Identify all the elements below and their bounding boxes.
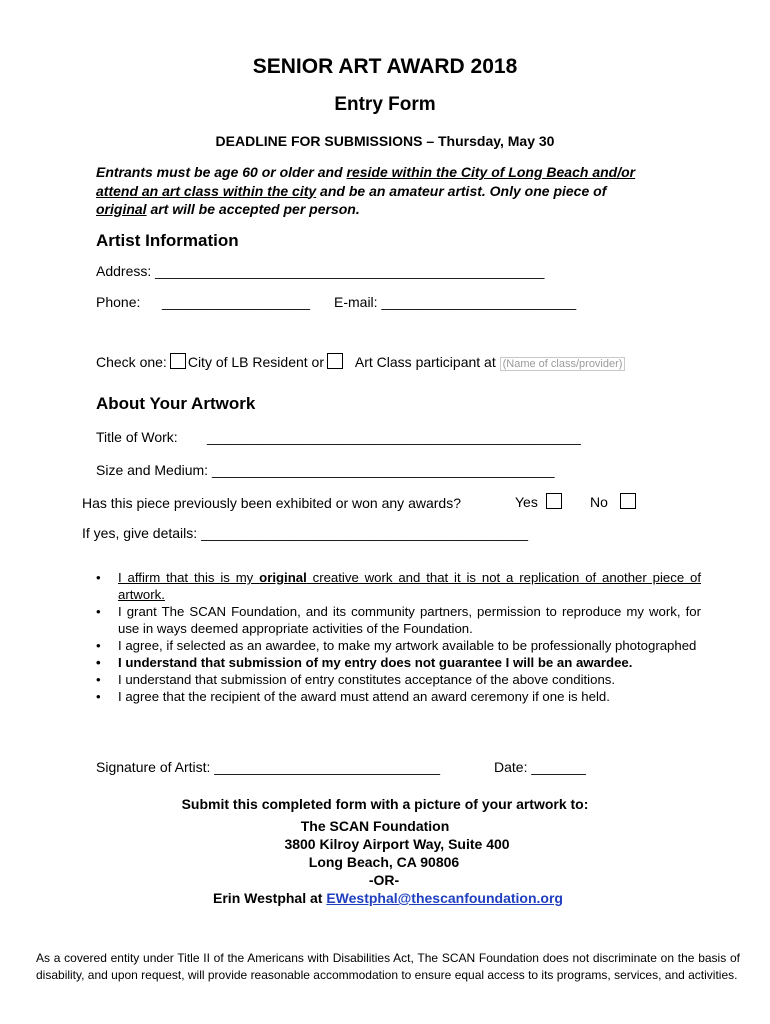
list-item: • I agree, if selected as an awardee, to make my artwork available to be professionally photographed (96, 637, 701, 654)
date-row (494, 759, 586, 775)
ada-footer: As a covered entity under Title II of the Americans with Disabilities Act, The SCAN Foundation does not discriminate on the basis of disability, and upon request, will provide reasonable accommodation to ensure equal access to its programs, services, and activities. (36, 951, 740, 982)
size-medium-label: Size and Medium: (96, 462, 209, 478)
eligibility-text-underlined-original: original (96, 201, 147, 217)
eligibility-text-2: and be an amateur artist. Only one piece of (316, 182, 607, 199)
section-heading-about-artwork: About Your Artwork (96, 394, 256, 413)
list-item: • I agree that the recipient of the award must attend an award ceremony if one is held. (96, 688, 701, 705)
details-field[interactable]: __________________________________________ (201, 525, 529, 541)
submit-contact (3, 889, 770, 908)
address-row (96, 263, 544, 279)
details-label: If yes, give details: (82, 525, 198, 541)
list-item: • I understand that submission of entry constitutes acceptance of the above conditions. (96, 671, 701, 688)
signature-row (96, 759, 440, 775)
deadline-notice: DEADLINE FOR SUBMISSIONS – Thursday, May 30 (215, 133, 555, 149)
art-class-checkbox[interactable] (327, 353, 343, 369)
exhibited-question: Has this piece previously been exhibited or won any awards? (82, 495, 461, 511)
title-of-work-field[interactable]: ________________________________________________ (207, 429, 581, 445)
contact-email-link[interactable]: EWestphal@thescanfoundation.org (326, 890, 563, 906)
date-label: Date: (494, 759, 528, 775)
eligibility-paragraph (96, 163, 656, 219)
details-row (82, 525, 528, 541)
class-provider-field[interactable]: (Name of class/provider) (500, 357, 626, 371)
submit-instruction: Submit this completed form with a picture of your artwork to: (181, 796, 589, 812)
size-medium-row (96, 462, 555, 478)
email-row (334, 294, 576, 310)
submit-or: -OR- (368, 872, 400, 888)
signature-field[interactable]: _____________________________ (214, 759, 441, 775)
art-class-option-label: Art Class participant at (354, 354, 496, 370)
address-label: Address: (96, 263, 152, 279)
signature-label: Signature of Artist: (96, 759, 211, 775)
resident-checkbox[interactable] (170, 353, 186, 369)
submit-org: The SCAN Foundation (300, 818, 450, 834)
eligibility-text-underlined-residence: reside within the City of Long Beach and/or attend an art class within the city (96, 164, 636, 199)
eligibility-text-1: Entrants must be age 60 or older and (96, 164, 347, 180)
date-field[interactable]: _______ (531, 759, 586, 775)
resident-option-label: City of LB Resident or (187, 354, 324, 370)
yes-checkbox[interactable] (546, 493, 562, 509)
yes-label: Yes (515, 494, 538, 510)
submit-city: Long Beach, CA 90806 (308, 854, 460, 870)
submit-street: 3800 Kilroy Airport Way, Suite 400 (284, 836, 510, 852)
no-checkbox[interactable] (620, 493, 636, 509)
no-option (590, 493, 638, 510)
terms-list (96, 569, 701, 705)
phone-label: Phone: (96, 294, 141, 310)
email-label: E-mail: (334, 294, 378, 310)
title-of-work-label: Title of Work: (96, 429, 178, 445)
list-item: • I affirm that this is my original creative work and that it is not a replication of another piece of artwork. (96, 569, 701, 603)
form-subtitle: Entry Form (334, 94, 436, 115)
no-label: No (590, 494, 608, 510)
form-title: SENIOR ART AWARD 2018 (252, 55, 518, 78)
email-field[interactable]: _________________________ (381, 294, 577, 310)
eligibility-text-3: art will be accepted per person. (146, 201, 360, 217)
check-one-row (96, 353, 625, 370)
check-one-label: Check one: (96, 354, 167, 370)
phone-field[interactable]: ___________________ (162, 294, 310, 310)
size-medium-field[interactable]: ____________________________________________ (211, 462, 555, 478)
list-item: • I understand that submission of my entry does not guarantee I will be an awardee. (96, 654, 701, 671)
list-item: • I grant The SCAN Foundation, and its community partners, permission to reproduce my work, for use in ways deemed appropriate activities of the Foundation. (96, 603, 701, 637)
address-field[interactable]: __________________________________________________ (155, 263, 545, 279)
submit-contact-prefix: Erin Westphal at (213, 890, 327, 906)
section-heading-artist-information: Artist Information (96, 231, 239, 250)
yes-option (515, 493, 564, 510)
